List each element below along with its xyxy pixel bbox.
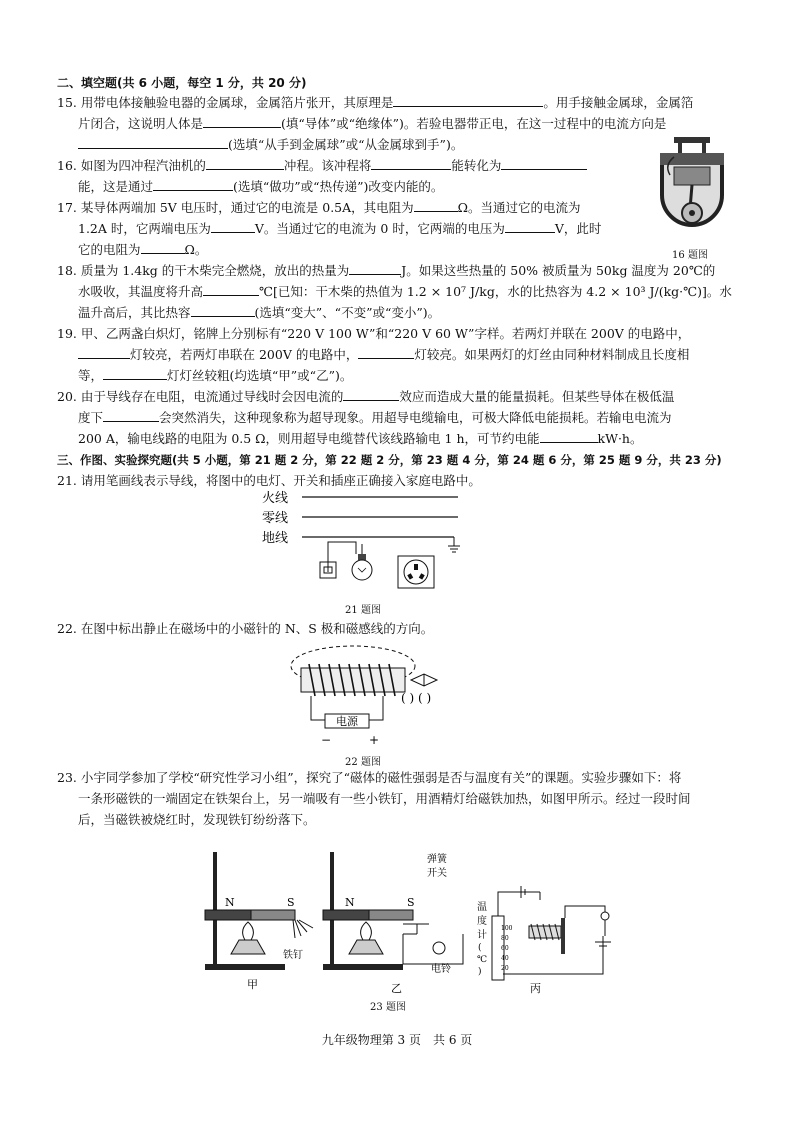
switch-label: 开关 xyxy=(427,868,447,879)
answer-blank[interactable] xyxy=(540,430,598,443)
answer-blank[interactable] xyxy=(358,346,414,359)
question-16-line-2: 能，这是通过 (选填“做功”或“热传递”)改变内能的。 xyxy=(78,179,444,194)
question-16-line-1: 16. 如图为四冲程汽油机的 冲程。该冲程将 能转化为 xyxy=(57,157,587,175)
figure-16-caption: 16 题图 xyxy=(672,250,708,261)
answer-blank[interactable] xyxy=(103,367,167,380)
figure-21 xyxy=(258,488,468,598)
nails-icon xyxy=(293,920,313,938)
svg-text:20: 20 xyxy=(501,965,509,972)
question-18-line-2: 水吸收，其温度将升高 ℃[已知：干木柴的热值为 1.2 × 10⁷ J/kg，水的比热容为 4.2 × 10³ J/(kg·℃)]。水 xyxy=(78,284,732,299)
svg-text:计: 计 xyxy=(477,930,487,941)
bell-label: 电铃 xyxy=(431,964,451,975)
setup-a xyxy=(205,852,313,991)
answer-blank[interactable] xyxy=(206,157,284,170)
plus-label: + xyxy=(369,733,380,747)
page-footer: 九年级物理第 3 页 共 6 页 xyxy=(321,1033,473,1047)
svg-text:(: ( xyxy=(478,943,482,953)
answer-blank[interactable] xyxy=(414,199,458,212)
figure-22-caption: 22 题图 xyxy=(345,757,381,768)
minus-label: − xyxy=(321,733,332,747)
question-15-line-1: 15. 用带电体接触验电器的金属球，金属箔片张开，其原理是 。用手接触金属球，金属箔 xyxy=(57,95,694,110)
alcohol-lamp-icon xyxy=(231,922,265,954)
figure-21-caption: 21 题图 xyxy=(345,605,381,616)
bell-icon xyxy=(433,942,445,954)
question-22-text: 22. 在图中标出静止在磁场中的小磁针的 N、S 极和磁感线的方向。 xyxy=(57,621,434,636)
answer-blank[interactable] xyxy=(349,262,401,275)
answer-blank[interactable] xyxy=(153,178,233,191)
figure-b-label: 乙 xyxy=(391,982,402,995)
svg-text:): ) xyxy=(478,967,482,977)
question-15-line-3: (选填“从手到金属球”或“从金属球到手”)。 xyxy=(78,136,463,154)
compass-needle-icon xyxy=(411,674,437,686)
question-15-line-2: 片闭合，这说明人体是 (填“导体”或“绝缘体”)。若验电器带正电，在这一过程中的电流方向是 xyxy=(78,116,667,131)
question-20-line-1: 20. 由于导线存在电阻，电流通过导线时会因电流的 效应而造成大量的能量损耗。但某些导体在极低温 xyxy=(57,389,675,404)
figure-23 xyxy=(195,846,625,996)
power-label: 电源 xyxy=(336,715,358,728)
answer-blank[interactable] xyxy=(211,220,255,233)
spring-label: 弹簧 xyxy=(427,854,447,865)
magnet-s-label-a: S xyxy=(287,896,295,909)
svg-text:度: 度 xyxy=(477,916,487,927)
question-23-line-1: 23. 小宇同学参加了学校“研究性学习小组”，探究了“磁体的磁性强弱是否与温度有关”的课题。实验步骤如下：将 xyxy=(57,770,682,785)
answer-blank[interactable] xyxy=(393,94,543,107)
answer-blank[interactable] xyxy=(141,241,185,254)
question-19-line-1: 19. 甲、乙两盏白炽灯，铭牌上分别标有“220 V 100 W”和“220 V 60 W”字样。若两灯并联在 200V 的电路中， xyxy=(57,326,691,341)
setup-c xyxy=(477,886,611,995)
question-17-line-3: 它的电阻为 Ω。 xyxy=(78,242,208,257)
ground-wire-label: 地线 xyxy=(262,531,289,546)
figure-23-caption: 23 题图 xyxy=(370,1002,406,1013)
answer-blank[interactable] xyxy=(371,157,451,170)
answer-blank[interactable] xyxy=(103,409,159,422)
figure-22 xyxy=(283,640,453,750)
figure-a-label: 甲 xyxy=(247,978,258,991)
alcohol-lamp-icon xyxy=(349,922,383,954)
answer-blank[interactable] xyxy=(343,388,399,401)
switch-icon xyxy=(320,542,356,578)
question-23-line-3: 后，当磁铁被烧红时，发现铁钉纷纷落下。 xyxy=(78,812,316,827)
question-20-line-3: 200 A，输电线路的电阻为 0.5 Ω，则用超导电缆替代该线路输电 1 h，可节约电能 kW·h。 xyxy=(78,431,643,446)
question-17-line-1: 17. 某导体两端加 5V 电压时，通过它的电流是 0.5A，其电阻为 Ω。当通过它的电流为 xyxy=(57,200,581,215)
figure-c-label: 丙 xyxy=(530,982,541,995)
setup-b xyxy=(323,852,463,995)
live-wire-label: 火线 xyxy=(262,491,289,506)
svg-text:100: 100 xyxy=(501,925,513,932)
answer-blank[interactable] xyxy=(501,157,587,170)
magnet-n-label-a: N xyxy=(225,896,235,909)
magnet-n-label-b: N xyxy=(345,896,355,909)
nails-label: 铁钉 xyxy=(283,950,303,961)
pole-blanks: ( ) ( ) xyxy=(401,691,432,705)
answer-blank[interactable] xyxy=(78,346,130,359)
socket-icon xyxy=(398,556,434,588)
magnet-s-label-b: S xyxy=(407,896,415,909)
question-23-line-2: 一条形磁铁的一端固定在铁架台上，另一端吸有一些小铁钉，用酒精灯给磁铁加热，如图甲所示。经过一段时间 xyxy=(78,791,691,806)
answer-blank[interactable] xyxy=(505,220,555,233)
question-21-text: 21. 请用笔画线表示导线，将图中的电灯、开关和插座正确接入家庭电路中。 xyxy=(57,473,481,488)
svg-text:40: 40 xyxy=(501,955,509,962)
bulb-icon xyxy=(352,544,372,580)
question-20-line-2: 度下 会突然消失，这种现象称为超导现象。用超导电缆输电，可极大降低电能损耗。若输电电流为 xyxy=(78,410,672,425)
neutral-wire-label: 零线 xyxy=(262,511,289,526)
answer-blank[interactable] xyxy=(203,115,281,128)
answer-blank[interactable] xyxy=(191,304,255,317)
section-2-header: 二、填空题(共 6 小题，每空 1 分，共 20 分) xyxy=(57,76,307,90)
answer-blank[interactable] xyxy=(78,136,228,149)
engine-figure xyxy=(652,135,732,245)
svg-text:温: 温 xyxy=(477,902,487,913)
question-18-line-3: 温升高后，其比热容 (选填“变大”、“不变”或“变小”)。 xyxy=(78,305,441,320)
answer-blank[interactable] xyxy=(203,283,259,296)
question-17-line-2: 1.2A 时，它两端电压为 V。当通过它的电流为 0 时，它两端的电压为 V，此时 xyxy=(78,221,602,236)
question-19-line-3: 等， 灯灯丝较粗(均选填“甲”或“乙”)。 xyxy=(78,368,353,383)
svg-text:80: 80 xyxy=(501,935,509,942)
svg-text:℃: ℃ xyxy=(477,955,488,965)
svg-text:60: 60 xyxy=(501,945,509,952)
section-3-header: 三、作图、实验探究题(共 5 小题，第 21 题 2 分，第 22 题 2 分，第 23 题 4 分，第 24 题 6 分，第 25 题 9 分，共 23 分) xyxy=(57,453,722,467)
question-18-line-1: 18. 质量为 1.4kg 的干木柴完全燃烧，放出的热量为 J。如果这些热量的 50% 被质量为 50kg 温度为 20℃的 xyxy=(57,263,716,278)
question-19-line-2: 灯较亮，若两灯串联在 200V 的电路中， 灯较亮。如果两灯的灯丝由同种材料制成且长度相 xyxy=(78,346,689,364)
